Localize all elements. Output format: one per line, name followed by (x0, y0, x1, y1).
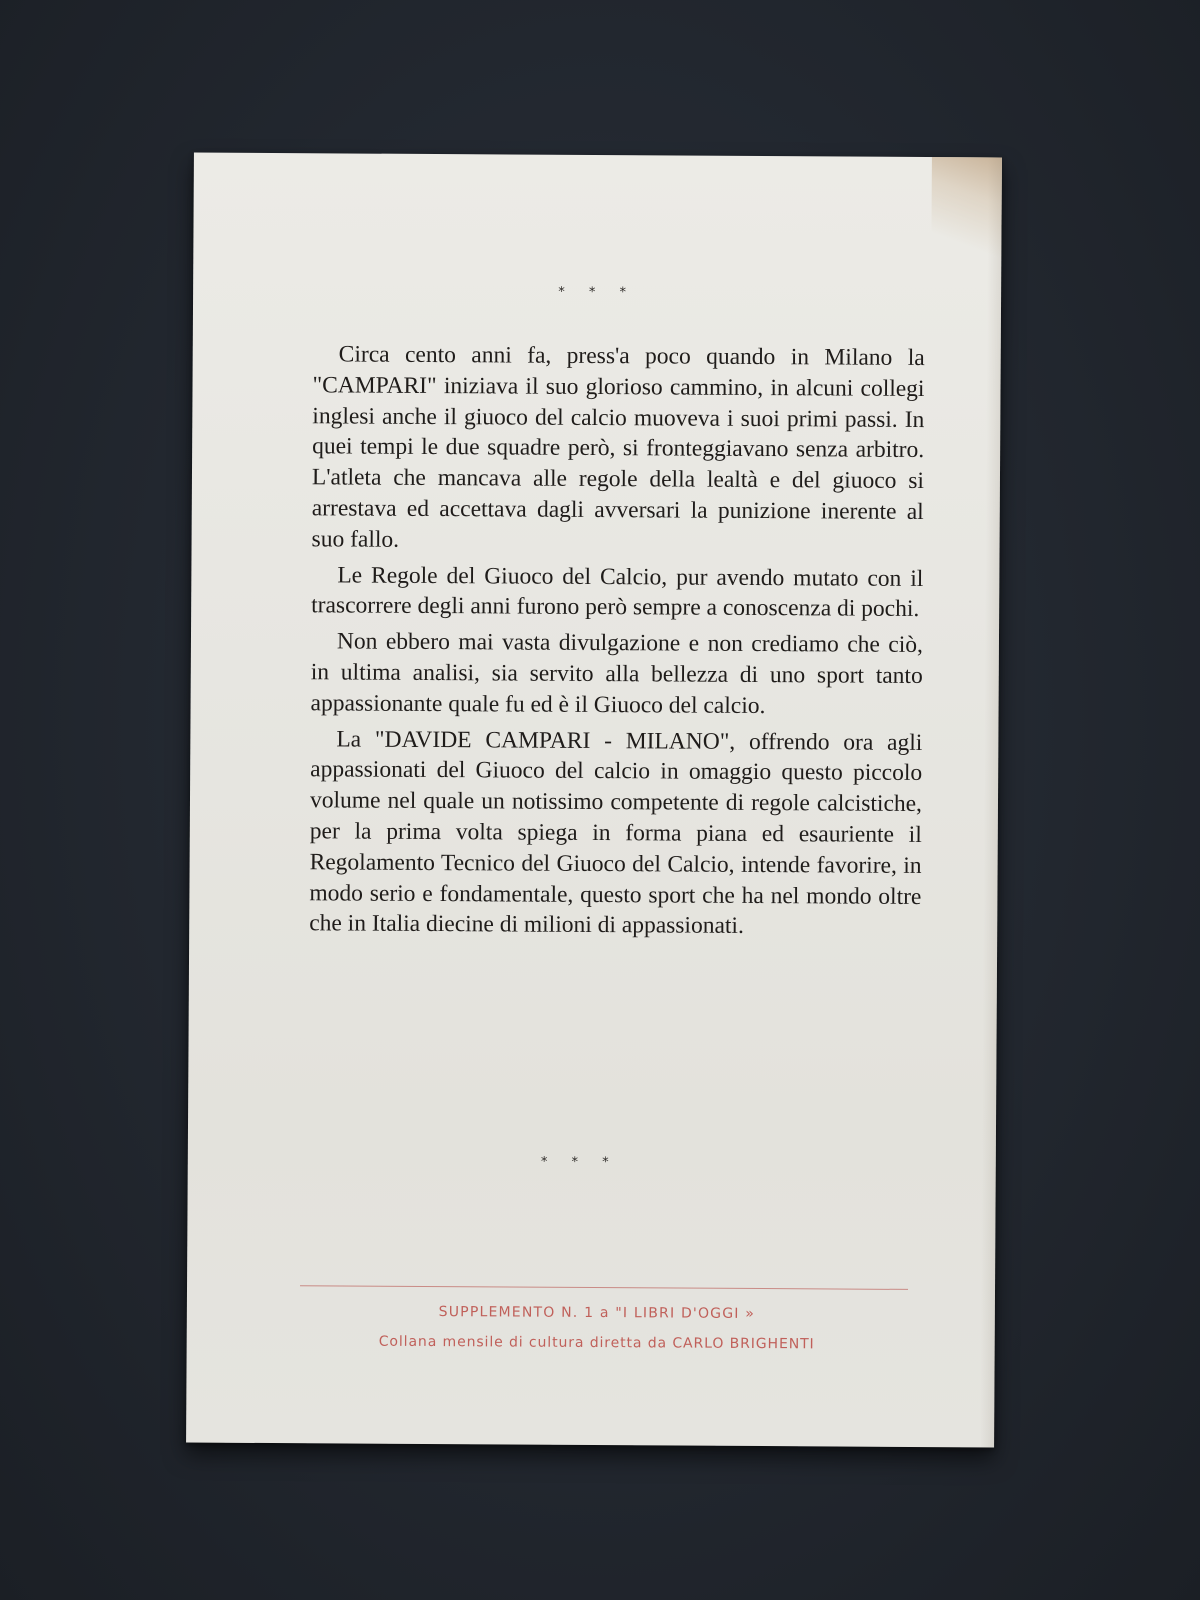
booklet-back-cover (186, 153, 1002, 1448)
paragraph-2: Le Regole del Giuoco del Calcio, pur avendo mutato con il trascorrere degli anni furono però sempre a conoscenza di pochi. (311, 562, 924, 623)
paragraph-3: Non ebbero mai vasta divulgazione e non crediamo che ciò, in ultima analisi, sia servito alla bellezza di uno sport tanto appassionante quale fu ed è il Giuoco del calcio. (310, 628, 924, 719)
bottom-ornament: * * * (540, 1154, 619, 1171)
paragraph-4: La "DAVIDE CAMPARI - MILANO", offrendo ora agli appassionati del Giuoco del calcio in omaggio questo piccolo volume nel quale un notissimo competente di regole calcistiche, per la prima volta spiega in forma piana ed esauriente il Regolamento Tecnico del Giuoco del Calcio, intende favorire, in modo serio e fondamentale, questo sport che ha nel mondo oltre che in Italia diecine di milioni di appassionati. (309, 725, 923, 940)
imprint-supplement-line: SUPPLEMENTO N. 1 a "I LIBRI D'OGGI » (438, 1304, 756, 1322)
imprint-series-line: Collana mensile di cultura diretta da CARLO BRIGHENTI (378, 1333, 815, 1353)
top-ornament: * * * (558, 284, 637, 301)
imprint-divider (300, 1285, 908, 1290)
body-text (309, 339, 925, 948)
paragraph-1: Circa cento anni fa, press'a poco quando in Milano la "CAMPARI" iniziava il suo glorioso cammino, in alcuni collegi inglesi anche il giuoco del calcio muoveva i suoi primi passi. In quei tempi le due squadre però, si fronteggiavano senza arbitro. L'atleta che mancava alle regole della lealtà e del giuoco si arrestava ed accettava dagli avversari la punizione inerente al suo fallo. (311, 341, 925, 553)
